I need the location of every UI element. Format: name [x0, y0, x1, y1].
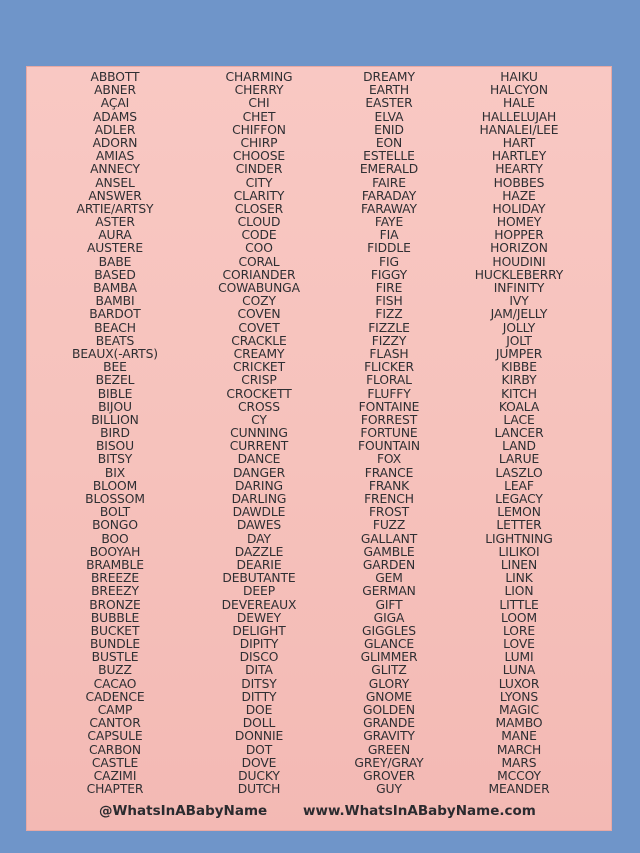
baby-name: BEZEL [95, 373, 135, 388]
baby-name: JUMPER [495, 346, 543, 361]
baby-name: HALCYON [490, 83, 548, 98]
baby-name: FOUNTAIN [358, 439, 420, 454]
baby-name: GOLDEN [363, 703, 415, 717]
baby-name: CACAO [93, 676, 137, 691]
baby-name: GARDEN [362, 557, 416, 572]
baby-name: GERMAN [362, 584, 416, 599]
baby-name: FIGGY [370, 267, 408, 282]
baby-name: LETTER [496, 518, 542, 533]
baby-name: CRICKET [233, 360, 285, 375]
baby-name: FARAWAY [361, 201, 417, 216]
baby-name: HORIZON [490, 241, 548, 256]
baby-name: BEE [103, 360, 127, 375]
baby-name: CHI [248, 96, 270, 111]
name-list-card [26, 66, 612, 831]
baby-name: HAIKU [500, 70, 538, 84]
baby-name: EARTH [368, 83, 410, 98]
baby-name: FONTAINE [358, 399, 420, 414]
baby-name: DELIGHT [232, 623, 286, 638]
baby-name: LORE [502, 623, 535, 638]
baby-name: FRENCH [364, 492, 414, 506]
baby-name: GREY/GRAY [354, 755, 424, 770]
baby-name: HARTLEY [491, 149, 547, 164]
baby-name: LUXOR [498, 676, 540, 691]
baby-name: BUBBLE [90, 610, 140, 625]
baby-name: CADENCE [85, 689, 145, 704]
baby-name: JOLT [506, 333, 532, 348]
baby-name: FRANCE [364, 465, 414, 480]
baby-name: CHAPTER [86, 782, 144, 797]
baby-name: CARBON [88, 742, 142, 757]
baby-name: ENID [374, 122, 404, 137]
baby-name: GIGGLES [362, 623, 416, 638]
baby-name: CHOOSE [232, 149, 286, 164]
baby-name: HANALEI/LEE [479, 122, 559, 137]
baby-name: BABE [98, 254, 132, 269]
baby-name: ARTIE/ARTSY [76, 201, 154, 216]
name-column-2 [184, 71, 334, 796]
baby-name: LEAF [504, 478, 534, 493]
baby-name: HOPPER [494, 228, 544, 243]
baby-name: COZY [242, 294, 276, 309]
baby-name: COVEN [237, 307, 281, 322]
baby-name: KIBBE [501, 360, 537, 375]
name-columns [27, 71, 611, 799]
baby-name: CODE [241, 228, 277, 243]
baby-name: HALE [503, 96, 535, 111]
baby-name: BEACH [94, 320, 136, 335]
baby-name: DANGER [232, 465, 286, 480]
baby-name: FAIRE [372, 175, 406, 190]
baby-name: HOMEY [496, 215, 542, 230]
baby-name: BUZZ [98, 663, 132, 678]
baby-name: CORAL [238, 254, 280, 269]
baby-name: DEARIE [236, 557, 282, 572]
baby-name: FROST [368, 505, 410, 520]
baby-name: CAMP [97, 703, 133, 717]
baby-name: DITSY [241, 676, 277, 691]
baby-name: LUMI [504, 650, 534, 665]
baby-name: CRACKLE [231, 333, 287, 348]
baby-name: BILLION [91, 412, 139, 427]
baby-name: EASTER [365, 96, 413, 111]
baby-name: LYONS [499, 689, 539, 704]
baby-name: DARING [235, 478, 283, 493]
baby-name: MAMBO [495, 716, 543, 731]
name-column-1 [40, 71, 190, 796]
baby-name: LANCER [494, 426, 544, 441]
baby-name: BAMBA [93, 281, 137, 295]
baby-name: BLOSSOM [85, 492, 145, 506]
baby-name: CURRENT [229, 439, 289, 454]
baby-name: FIA [379, 228, 399, 243]
baby-name: CUNNING [230, 426, 288, 441]
baby-name: BARDOT [89, 307, 141, 322]
website-url: www.WhatsInABabyName.com [303, 803, 536, 819]
baby-name: CAPSULE [87, 729, 143, 744]
baby-name: CINDER [235, 162, 283, 177]
baby-name: ANNECY [90, 162, 140, 177]
baby-name: GUY [376, 782, 402, 797]
baby-name: HAZE [502, 188, 536, 203]
baby-name: MAGIC [498, 703, 540, 717]
baby-name: COVET [238, 320, 280, 335]
baby-name: DOE [245, 703, 273, 717]
baby-name: FLICKER [364, 360, 414, 375]
baby-name: FIZZ [375, 307, 403, 322]
baby-name: CHIRP [240, 135, 278, 150]
baby-name: LEGACY [495, 492, 543, 506]
baby-name: KIRBY [501, 373, 537, 388]
name-column-3 [314, 71, 464, 796]
baby-name: INFINITY [493, 281, 545, 295]
baby-name: BAMBI [95, 294, 135, 309]
baby-name: BREEZY [91, 584, 139, 599]
baby-name: ADLER [94, 122, 136, 137]
baby-name: BISOU [95, 439, 135, 454]
baby-name: FLUFFY [367, 386, 411, 401]
baby-name: CREAMY [233, 346, 285, 361]
baby-name: IVY [509, 294, 529, 309]
baby-name: JOLLY [502, 320, 536, 335]
baby-name: LOOM [501, 610, 537, 625]
baby-name: ANSEL [95, 175, 135, 190]
baby-name: GALLANT [360, 531, 418, 546]
baby-name: DOLL [242, 716, 276, 731]
baby-name: HOLIDAY [492, 201, 546, 216]
baby-name: ADORN [92, 135, 138, 150]
baby-name: KITCH [501, 386, 537, 401]
baby-name: CLARITY [233, 188, 285, 203]
baby-name: ADAMS [93, 109, 137, 124]
baby-name: FIZZLE [368, 320, 410, 335]
baby-name: CORIANDER [222, 267, 296, 282]
baby-name: BIRD [100, 426, 130, 441]
baby-name: GLANCE [363, 637, 415, 652]
baby-name: LINEN [500, 557, 538, 572]
baby-name: DEWEY [236, 610, 282, 625]
baby-name: LAND [502, 439, 536, 454]
baby-name: FAYE [374, 215, 404, 230]
baby-name: DREAMY [363, 70, 415, 84]
baby-name: BEATS [95, 333, 135, 348]
name-column-4 [444, 71, 594, 796]
baby-name: DARLING [231, 492, 287, 506]
baby-name: FORTUNE [360, 426, 418, 441]
baby-name: GIFT [375, 597, 403, 612]
baby-name: EMERALD [359, 162, 419, 177]
baby-name: ESTELLE [363, 149, 415, 164]
baby-name: LOVE [503, 637, 535, 652]
baby-name: MEANDER [488, 782, 550, 797]
baby-name: FRANK [368, 478, 410, 493]
baby-name: GLITZ [371, 663, 407, 678]
social-handle: @WhatsInABabyName [99, 803, 268, 819]
baby-name: BOLT [99, 505, 131, 520]
baby-name: BUNDLE [89, 637, 141, 652]
baby-name: DANCE [237, 452, 281, 467]
baby-name: FLASH [369, 346, 409, 361]
baby-name: CANTOR [89, 716, 141, 731]
baby-name: LASZLO [495, 465, 543, 480]
baby-name: LIGHTNING [485, 531, 553, 546]
baby-name: CRISP [241, 373, 277, 388]
baby-name: BITSY [97, 452, 133, 467]
baby-name: LILIKOI [498, 544, 540, 559]
baby-name: BASED [94, 267, 136, 282]
baby-name: DAZZLE [234, 544, 284, 559]
baby-name: JAM/JELLY [490, 307, 548, 322]
baby-name: HUCKLEBERRY [474, 267, 564, 282]
baby-name: CAZIMI [93, 768, 137, 783]
baby-name: BOO [101, 531, 129, 546]
baby-name: ABBOTT [90, 70, 140, 84]
baby-name: CASTLE [91, 755, 139, 770]
baby-name: DITA [245, 663, 273, 678]
baby-name: DITTY [241, 689, 277, 704]
baby-name: DOT [245, 742, 273, 757]
baby-name: AUSTERE [86, 241, 144, 256]
baby-name: HEARTY [495, 162, 543, 177]
baby-name: FORREST [360, 412, 418, 427]
baby-name: CHIFFON [232, 122, 286, 137]
baby-name: FARADAY [361, 188, 417, 203]
baby-name: CY [251, 412, 267, 427]
baby-name: FIG [379, 254, 399, 269]
baby-name: MANE [501, 729, 537, 744]
baby-name: HOUDINI [492, 254, 546, 269]
baby-name: DAWDLE [232, 505, 286, 520]
baby-name: LITTLE [499, 597, 539, 612]
baby-name: GLORY [368, 676, 410, 691]
baby-name: BIX [104, 465, 126, 480]
baby-name: GAMBLE [363, 544, 415, 559]
baby-name: HOBBES [493, 175, 545, 190]
baby-name: BLOOM [92, 478, 138, 493]
baby-name: LACE [503, 412, 535, 427]
baby-name: GLIMMER [360, 650, 418, 665]
baby-name: FOX [376, 452, 402, 467]
baby-name: COWABUNGA [218, 281, 300, 295]
baby-name: DAY [247, 531, 271, 546]
baby-name: DISCO [239, 650, 279, 665]
baby-name: FISH [375, 294, 403, 309]
baby-name: MARS [501, 755, 537, 770]
baby-name: AURA [98, 228, 132, 243]
baby-name: LARUE [498, 452, 540, 467]
baby-name: LEMON [497, 505, 541, 520]
baby-name: GNOME [365, 689, 413, 704]
baby-name: BRAMBLE [86, 557, 144, 572]
baby-name: BREEZE [90, 571, 140, 586]
baby-name: CROCKETT [226, 386, 292, 401]
baby-name: DONNIE [234, 729, 284, 744]
baby-name: MARCH [496, 742, 542, 757]
baby-name: BRONZE [89, 597, 141, 612]
baby-name: ASTER [95, 215, 135, 230]
baby-name: AÇAI [100, 96, 130, 111]
baby-name: DEBUTANTE [222, 571, 296, 586]
baby-name: ELVA [374, 109, 404, 124]
baby-name: HART [502, 135, 536, 150]
baby-name: FIRE [375, 281, 403, 295]
baby-name: ABNER [94, 83, 136, 98]
baby-name: MCCOY [497, 768, 541, 783]
baby-name: FIDDLE [367, 241, 411, 256]
baby-name: GROVER [363, 768, 415, 783]
baby-name: AMIAS [95, 149, 135, 164]
baby-name: BIJOU [98, 399, 132, 414]
baby-name: GRAVITY [363, 729, 415, 744]
baby-name: KOALA [498, 399, 540, 414]
baby-name: CHERRY [234, 83, 284, 98]
baby-name: DEVEREAUX [221, 597, 297, 612]
baby-name: GRANDE [363, 716, 415, 731]
baby-name: FLORAL [366, 373, 412, 388]
baby-name: DAWES [236, 518, 282, 533]
baby-name: CHARMING [225, 70, 293, 84]
baby-name: CROSS [238, 399, 280, 414]
baby-name: DEEP [242, 584, 276, 599]
baby-name: FIZZY [371, 333, 407, 348]
baby-name: BEAUX(-ARTS) [72, 346, 158, 361]
baby-name: DOVE [241, 755, 277, 770]
baby-name: EON [375, 135, 403, 150]
baby-name: CLOSER [234, 201, 284, 216]
baby-name: BUCKET [90, 623, 140, 638]
baby-name: ANSWER [88, 188, 142, 203]
baby-name: COO [245, 241, 273, 256]
baby-name: HALLELUJAH [481, 109, 557, 124]
baby-name: LUNA [502, 663, 536, 678]
baby-name: CLOUD [237, 215, 281, 230]
baby-name: DUTCH [237, 782, 281, 797]
baby-name: BIBLE [97, 386, 133, 401]
baby-name: GEM [375, 571, 403, 586]
baby-name: FUZZ [372, 518, 406, 533]
baby-name: GIGA [373, 610, 405, 625]
footer [27, 803, 611, 825]
baby-name: BUSTLE [91, 650, 139, 665]
baby-name: DIPITY [239, 637, 279, 652]
baby-name: GREEN [367, 742, 411, 757]
baby-name: BOOYAH [89, 544, 141, 559]
baby-name: BONGO [92, 518, 138, 533]
baby-name: LION [504, 584, 534, 599]
baby-name: CHET [242, 109, 276, 124]
baby-name: CITY [245, 175, 273, 190]
baby-name: LINK [505, 571, 533, 586]
baby-name: DUCKY [238, 768, 280, 783]
